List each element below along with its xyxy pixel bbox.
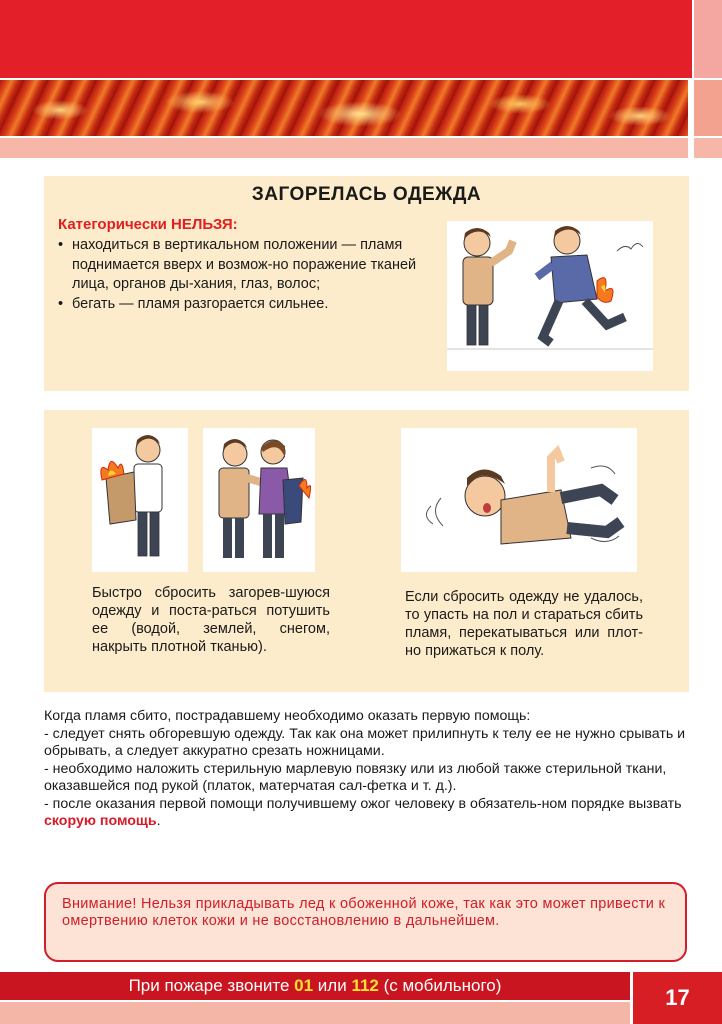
first-aid-text — [44, 708, 689, 831]
forbidden-item: • бегать — пламя разгорается сильнее. — [58, 295, 438, 315]
forbidden-panel — [44, 176, 689, 391]
fire-banner — [0, 80, 688, 136]
warning-box — [44, 882, 687, 962]
header-light-band — [0, 138, 688, 158]
header-pink-corner — [694, 0, 722, 78]
first-aid-item: - необходимо наложить стерильную марлевую повязку или из любой также стерильной ткани, оказавшейся под рукой (платок, матерчатая сал-фетка и т. д.). — [44, 760, 667, 794]
caption-remove-clothes: Быстро сбросить загорев-шуюся одежду и поста-раться потушить ее (водой, землей, снегом, накрыть плотной тканью). — [92, 585, 330, 655]
footer-stripe — [0, 1002, 630, 1024]
first-aid-item — [44, 796, 689, 831]
footer-text: При пожаре звоните — [128, 976, 295, 995]
header-red-band — [0, 0, 692, 78]
illustration-running-boy — [447, 221, 653, 371]
warning-text: Внимание! Нельзя прикладывать лед к обоженной коже, так как это может привести к омертвению клеток кожи и не восстановлению в дальнейшем. — [62, 896, 666, 929]
section-title: ЗАГОРЕЛАСЬ ОДЕЖДА — [251, 184, 482, 205]
emergency-number-01: 01 — [294, 976, 314, 995]
caption-roll-on-floor: Если сбросить одежду не удалось, то упасть на пол и стараться сбить пламя, перекатываться или плот-но прижаться к полу. — [405, 589, 643, 659]
ambulance-highlight: скорую помощь — [44, 813, 157, 829]
illustration-helper-removing-jacket — [203, 428, 315, 572]
forbidden-item: • находиться в вертикальном положении — пламя поднимается вверх и возмож-но поражение тканей лица, органов ды-хания, глаз, волос; — [58, 236, 438, 295]
actions-panel — [44, 410, 689, 692]
footer-emergency-bar — [0, 972, 630, 1000]
header-light-band-side — [694, 138, 722, 158]
forbidden-list — [58, 236, 438, 314]
emergency-number-112: 112 — [351, 976, 379, 995]
footer-text: или — [313, 976, 352, 995]
first-aid-item: - следует снять обгоревшую одежду. Так как она может прилипнуть к телу ее не нужно срывать и обрывать, а следует аккуратно срезать ножницами. — [44, 725, 686, 759]
first-aid-item3-end: . — [156, 813, 161, 829]
footer-text: (с мобильного) — [378, 976, 502, 995]
fire-banner-side — [694, 80, 722, 136]
page-number: 17 — [633, 972, 722, 1024]
illustration-boy-rolling-on-floor — [401, 428, 637, 572]
illustration-boy-removing-jacket — [92, 428, 188, 572]
standing-boy-figure — [463, 228, 513, 345]
first-aid-item3-text: - после оказания первой помощи получившему ожог человеку в обязатель-ном порядке вызвать — [44, 795, 682, 812]
running-boy-figure — [537, 226, 643, 343]
first-aid-intro: Когда пламя сбито, пострадавшему необходимо оказать первую помощь: — [44, 708, 531, 724]
forbidden-heading: Категорически НЕЛЬЗЯ: — [58, 216, 238, 233]
